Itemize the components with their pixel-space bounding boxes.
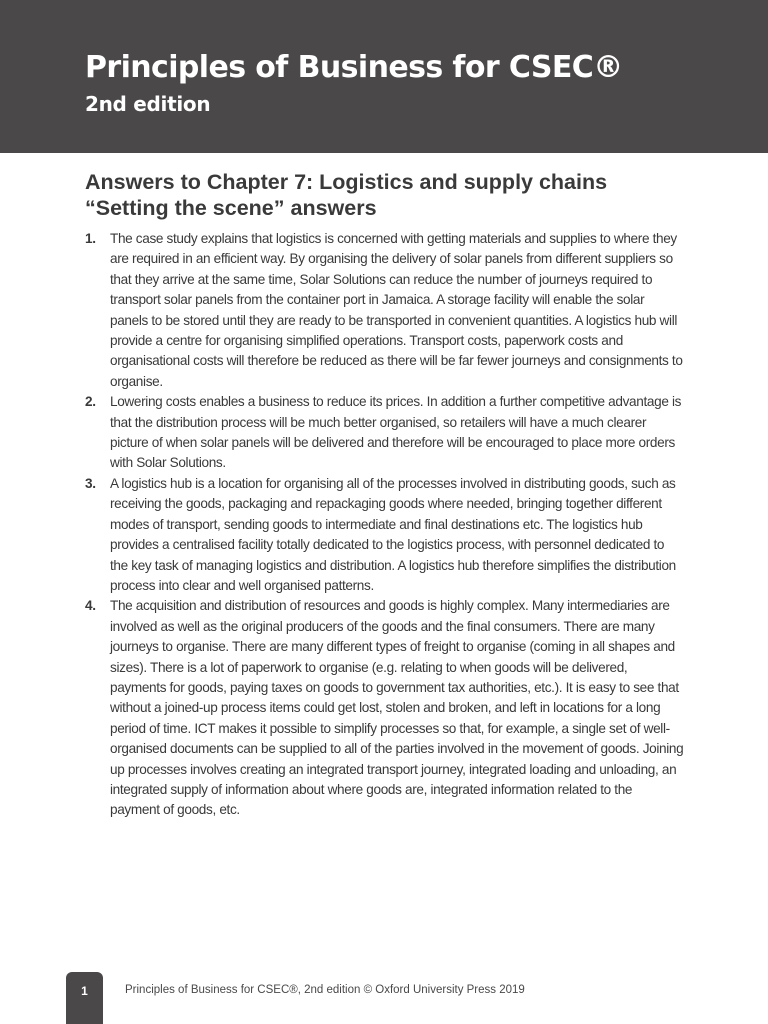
page-number-tab — [66, 972, 103, 1024]
answer-text: A logistics hub is a location for organising all of the processes involved in distributing goods, such as receiving the goods, packaging and repackaging goods where needed, bringing together different modes of transport, sending goods to intermediate and final destinations etc. The logistics hub provides a centralised facility totally dedicated to the logistics process, with personnel dedicated to the key task of managing logistics and distribution. A logistics hub therefore simplifies the distribution process into clear and well organised patterns. — [110, 475, 676, 593]
page-number: 1 — [81, 984, 88, 998]
answer-number: 1. — [85, 231, 96, 246]
answer-number: 3. — [85, 475, 96, 491]
answers-list — [85, 229, 685, 821]
book-title: Principles of Business for CSEC® — [85, 50, 623, 85]
answer-item-2 — [85, 392, 685, 474]
answer-item-1 — [85, 229, 685, 392]
chapter-heading-title: Answers to Chapter 7: Logistics and supply chains — [85, 170, 608, 194]
book-edition: 2nd edition — [85, 92, 211, 116]
answer-number: 4. — [85, 598, 96, 614]
answer-text: The case study explains that logistics is concerned with getting materials and supplies to where they are required in an efficient way. By organising the delivery of solar panels from different suppliers so that they arrive at the same time, Solar Solutions can reduce the number of journeys required to transport solar panels from the container port in Jamaica. A storage facility will enable the solar panels to be stored until they are ready to be transported in convenient quantities. A logistics hub will provide a centre for organising simplified operations. Transport costs, paperwork costs and organisational costs will therefore be reduced as there will be far fewer journeys and consignments to organise. — [110, 231, 683, 389]
answer-text: The acquisition and distribution of resources and goods is highly complex. Many intermediaries are involved as well as the original producers of the goods and the final consumers. There are many journeys to organise. There are many different types of freight to organise (coming in all shapes and sizes). There is a lot of paperwork to organise (e.g. relating to when goods will be delivered, payments for goods, paying taxes on goods to government tax authorities, etc.). It is easy to see that without a joined-up process items could get lost, stolen and broken, and left in locations for a long period of time. ICT makes it possible to simplify processes so that, for example, a single set of well-organised documents can be supplied to all of the parties involved in the movement of goods. Joining up processes involves creating an integrated transport journey, integrated loading and unloading, an integrated supply of information about where goods are, integrated information related to the payment of goods, etc. — [110, 598, 684, 818]
chapter-heading-subtitle: “Setting the scene” answers — [85, 196, 377, 220]
footer-copyright: Principles of Business for CSEC®, 2nd edition © Oxford University Press 2019 — [125, 984, 525, 996]
chapter-heading — [85, 169, 725, 221]
answer-text: Lowering costs enables a business to reduce its prices. In addition a further competitive advantage is that the distribution process will be much better organised, so retailers will have a much clearer picture of when solar panels will be delivered and therefore will be encouraged to place more orders with Solar Solutions. — [110, 394, 682, 471]
answer-item-3 — [85, 474, 685, 596]
answer-number: 2. — [85, 394, 96, 410]
answer-item-4 — [85, 596, 685, 820]
header-band — [0, 0, 768, 153]
